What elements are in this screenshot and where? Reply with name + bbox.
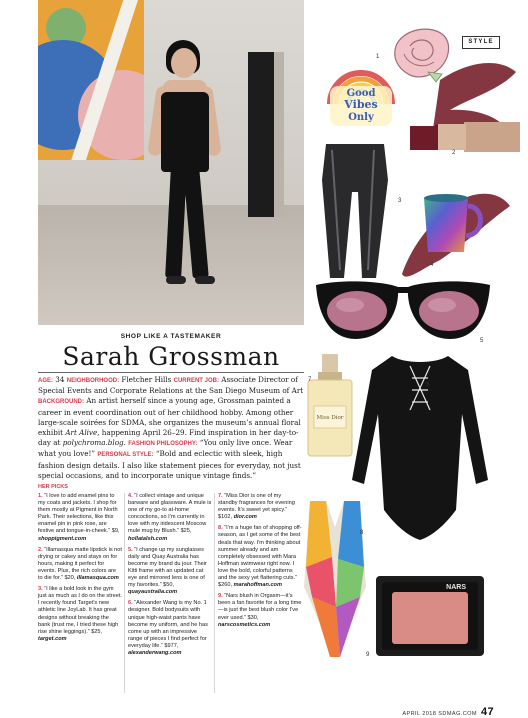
- product-number: 3: [398, 198, 402, 204]
- neighborhood-value: Fletcher Hills: [121, 375, 172, 384]
- picks-column-1: [38, 493, 122, 647]
- pick-text: “Alexander Wang is my No. 1 designer. Bold bodysuits with unique high-waist pants have become my uniform, and he has come up with an impressive range of pieces I find perfect for everyday life.”: [128, 600, 208, 649]
- cat-eye-sunglasses-image: [312, 275, 494, 347]
- pick-text: “I like a bold look in the gym just as much as I do on the street. I recently found Target’s new athletic line JoyLab. It has great designs without breaking the bank (trust me, I tried these high rise shine leggings).”: [38, 586, 122, 635]
- pin-text-vibes: Vibes: [344, 98, 378, 111]
- picks-column-3: [218, 493, 302, 633]
- pick-price: $30,: [247, 614, 259, 621]
- abstract-painting: [38, 0, 144, 160]
- pick-price: $25,: [180, 528, 192, 535]
- philosophy-text: “You only live once. Wear what you love!”: [38, 438, 293, 459]
- pick-site-link[interactable]: hollatalsh.com: [128, 535, 168, 542]
- pick-site-link[interactable]: marahoffman.com: [233, 582, 282, 589]
- pick-site-link[interactable]: target.com: [38, 635, 67, 642]
- pick-item: [128, 493, 212, 543]
- figure-jumpsuit: [161, 92, 209, 172]
- moscow-mule-mug-image: [418, 190, 488, 256]
- pick-price: $260,: [218, 582, 232, 589]
- pick-site-link[interactable]: quayaustralia.com: [128, 589, 178, 596]
- page-footer: [354, 706, 494, 718]
- figure-face: [171, 48, 197, 78]
- figure-shoe-left: [166, 276, 186, 284]
- pick-text: “I change up my sunglasses daily and Quay Australia has become my brand du jour. Their Kitti frame with an updated cat eye and mirrored lens is one of my favorites.”: [128, 546, 207, 589]
- figure-shoe-right: [195, 276, 215, 284]
- pick-price: $102,: [218, 514, 232, 521]
- pin-text-good: Good: [346, 88, 376, 99]
- age-label: AGE:: [38, 378, 53, 384]
- product-number: 2: [452, 150, 456, 156]
- picks-heading: HER PICKS: [38, 484, 68, 490]
- pick-site-link[interactable]: illamasqua.com: [76, 575, 119, 582]
- personal-style-text: “Bold and eclectic with sleek, high fashion design details. I also like statement pieces for everyday, not just special occasions, and to incorporate unique vintage finds.”: [38, 449, 301, 480]
- pick-number: 8.: [218, 525, 223, 532]
- pick-number: 5.: [128, 546, 133, 553]
- personal-style-label: PERSONAL STYLE:: [97, 452, 154, 459]
- product-number: 1: [376, 54, 380, 60]
- pick-text: “Miss Dior is one of my standby fragrances for evening events. It’s sweet yet spicy.”: [218, 493, 295, 514]
- profile-photo: [38, 0, 304, 325]
- neighborhood-label: NEIGHBORHOOD:: [66, 378, 120, 384]
- product-number: 8: [360, 530, 364, 536]
- perfume-label-text: Miss Dior: [316, 415, 344, 421]
- background-label: BACKGROUND:: [38, 399, 84, 406]
- job-value: Associate Director of Special Events and Corporate Relations at the San Diego Museum of Art: [38, 375, 304, 396]
- bio-paragraph: AGE: 34 NEIGHBORHOOD: Fletcher Hills CURRENT JOB: Associate Director of Special Events and Corporate Relations at the San Diego Museum of Art BACKGROUND: An artist herself since a young age, Grossman painted a career in event coordination out of her childhood hobby. Among other large-scale soirées for SDMA, she organizes the museum’s annual floral exhibit Art Alive, happening April 26–29. Find inspiration in her day-to-day at polychroma.blog. FASHION PHILOSOPHY: “You only live once. Wear what you love!” PERSONAL STYLE: “Bold and eclectic with sleek, high fashion design details. I also like statement pieces for everyday, not just special occasions, and to incorporate unique vintage finds.”: [38, 375, 304, 480]
- picks-column-2: [128, 493, 212, 661]
- background-text: An artist herself since a young age, Grossman painted a career in event coordination out of her childhood hobby. Among other large-scale soirées for SDMA, she organizes the museum’s annual floral exhibit: [38, 396, 301, 438]
- nars-blush-image: [374, 574, 486, 658]
- pick-price: $9,: [111, 528, 120, 535]
- pick-number: 7.: [218, 493, 223, 499]
- product-number: 5: [480, 338, 484, 344]
- philosophy-label: FASHION PHILOSOPHY:: [128, 441, 198, 448]
- pick-text: “Nars blush in Orgasm—it’s been a fan favorite for a long time—is just the best blush color I’ve ever used.”: [218, 593, 302, 621]
- pick-text: “I love to add enamel pins to my coats and jackets. I shop for them mostly at Pigment in North Park. Their selections, like this enamel pin in pink rose, are festive and tongue-in-cheek.”: [38, 493, 118, 535]
- pick-item: [38, 586, 122, 643]
- pick-price: $50,: [163, 582, 175, 589]
- lipstick-image: [408, 112, 520, 168]
- age-value: 34: [55, 375, 65, 384]
- black-sculpture: [248, 52, 274, 217]
- pick-text: “I collect vintage and unique barware and glassware. A mule is one of my go-to at-home concoctions, so I’m currently in love with my iridescent Moscow mule mug by Blush.”: [128, 493, 212, 535]
- job-label: CURRENT JOB:: [173, 378, 219, 384]
- pick-price: $20,: [64, 575, 76, 582]
- pick-item: [128, 547, 212, 597]
- page-number: 47: [480, 706, 494, 718]
- pin-text-only: Only: [348, 112, 374, 123]
- pick-number: 4.: [128, 493, 133, 499]
- pick-item: [38, 547, 122, 582]
- section-kicker: SHOP LIKE A TASTEMAKER: [120, 333, 222, 340]
- column-divider: [124, 493, 125, 693]
- pick-text: “I’m a huge fan of shopping off-season, as I get some of the best deals that way. I’m thinking about summer already and am completely obsessed with Mara Hoffman swimwear right now. I love the bold, colorful patterns and the sexy yet flattering cuts.”: [218, 525, 302, 582]
- pick-number: 3.: [38, 586, 43, 593]
- pick-site-link[interactable]: alexanderwang.com: [128, 649, 182, 656]
- pick-site-link[interactable]: dior.com: [233, 514, 257, 521]
- pick-number: 9.: [218, 593, 223, 600]
- pick-item: [128, 600, 212, 657]
- wall-shadow: [274, 52, 284, 217]
- shine-leggings-image: [318, 140, 394, 280]
- blush-brand-text: NARS: [446, 584, 466, 591]
- exhibit-name: Art Alive: [65, 428, 98, 438]
- title-rule: [38, 372, 304, 373]
- pick-number: 6.: [128, 600, 133, 607]
- product-number: 4: [430, 262, 434, 268]
- pick-text: “Illamasqua matte lipstick is not drying or cakey and stays on for hours, making it perfect for events. Plus, the rich colors are to die for.”: [38, 546, 122, 582]
- column-divider: [214, 493, 215, 693]
- pick-price: $977,: [164, 642, 179, 649]
- pick-site-link[interactable]: shoppigment.com: [38, 535, 87, 542]
- section-label: STYLE: [462, 36, 500, 49]
- product-number: 7: [308, 377, 312, 383]
- blog-link[interactable]: polychroma.blog: [62, 438, 124, 448]
- pick-price: $25,: [91, 628, 103, 635]
- good-vibes-pin-image: [324, 60, 398, 128]
- product-number: 6: [426, 382, 430, 388]
- swimsuit-image: [296, 497, 374, 659]
- pick-item: [38, 493, 122, 543]
- pick-item: [218, 593, 302, 628]
- background-text-2: , happening April 26–29. Find inspiration in her day-to-day at: [38, 428, 299, 448]
- pick-item: [218, 493, 302, 521]
- page-title: Sarah Grossman: [62, 342, 280, 371]
- pick-number: 2.: [38, 546, 43, 553]
- pick-site-link[interactable]: narscosmetics.com: [218, 621, 271, 628]
- footer-text: APRIL 2018 SDMAG.COM: [402, 711, 477, 717]
- product-number: 9: [366, 652, 370, 658]
- pick-item: [218, 525, 302, 589]
- pick-number: 1.: [38, 493, 43, 499]
